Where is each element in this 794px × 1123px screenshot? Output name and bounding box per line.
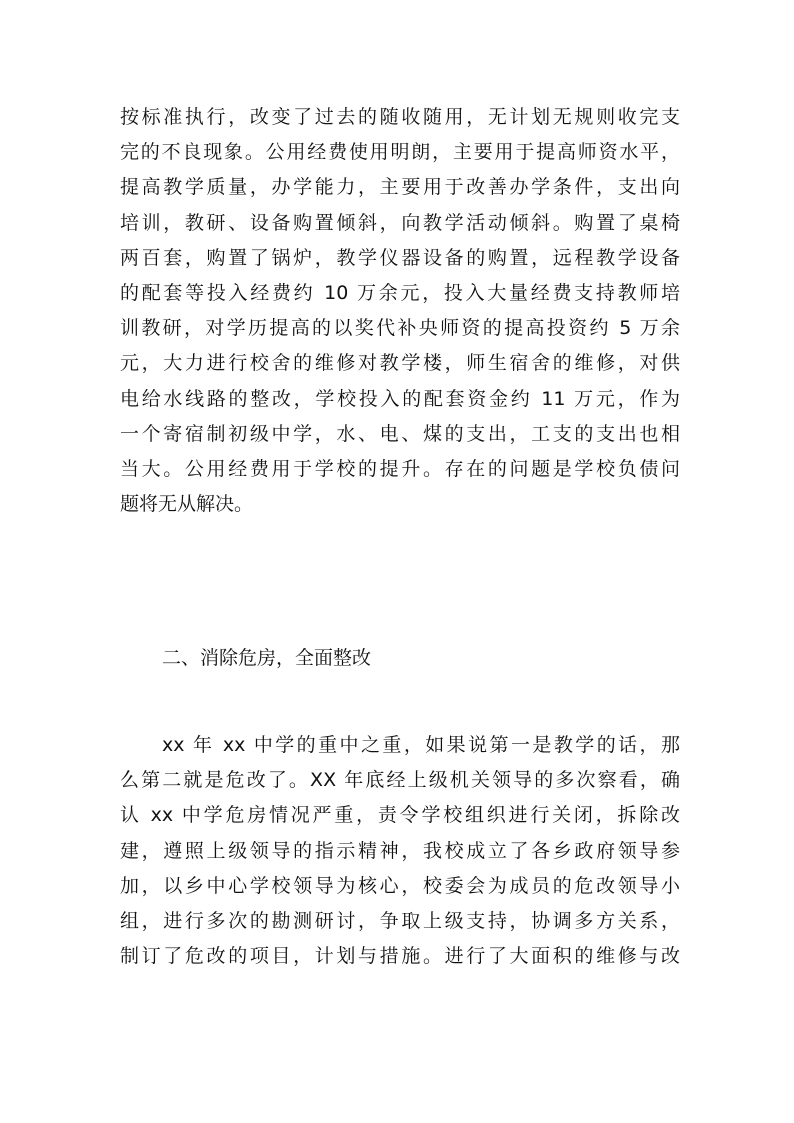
paragraph-line: 一个寄宿制初级中学，水、电、煤的支出，工支的支出也相 [120, 422, 680, 445]
paragraph-line: 认 xx 中学危房情况严重，责令学校组织进行关闭，拆除改 [120, 804, 680, 827]
paragraph-line: 电给水线路的整改，学校投入的配套资金约 11 万元，作为 [120, 387, 680, 410]
paragraph-line: 加，以乡中心学校领导为核心，校委会为成员的危改领导小 [120, 874, 680, 897]
section-heading-text: 二、消除危房，全面整改 [162, 647, 372, 669]
paragraph-line: 建，遵照上级领导的指示精神，我校成立了各乡政府领导参 [120, 839, 680, 862]
paragraph-2 [120, 728, 680, 974]
paragraph-line: 制订了危改的项目，计划与措施。进行了大面积的维修与改 [120, 945, 680, 968]
paragraph-1 [120, 100, 680, 522]
paragraph-line: 培训，教研、设备购置倾斜，向教学活动倾斜。购置了桌椅 [120, 211, 680, 234]
paragraph-line: 的配套等投入经费约 10 万余元，投入大量经费支持教师培 [120, 281, 680, 304]
paragraph-line: 两百套，购置了锅炉，教学仪器设备的购置，远程教学设备 [120, 246, 680, 269]
paragraph-line: 训教研，对学历提高的以奖代补央师资的提高投资约 5 万余 [120, 317, 680, 340]
paragraph-line: 按标准执行，改变了过去的随收随用，无计划无规则收完支 [120, 106, 680, 128]
paragraph-line: 组，进行多次的勘测研讨，争取上级支持，协调多方关系， [120, 909, 680, 932]
paragraph-line: 提高教学质量，办学能力，主要用于改善办学条件，支出向 [120, 176, 680, 199]
paragraph-line: 题将无从解决。 [120, 493, 254, 516]
section-heading [120, 641, 680, 676]
paragraph-line: 当大。公用经费用于学校的提升。存在的问题是学校负债问 [120, 457, 680, 480]
paragraph-line: 么第二就是危改了。XX 年底经上级机关领导的多次察看，确 [120, 769, 680, 792]
paragraph-line: 完的不良现象。公用经费使用明朗，主要用于提高师资水平， [120, 141, 680, 164]
paragraph-line: 元，大力进行校舍的维修对教学楼，师生宿舍的维修，对供 [120, 352, 680, 375]
paragraph-line: xx 年 xx 中学的重中之重，如果说第一是教学的话，那 [162, 734, 680, 756]
